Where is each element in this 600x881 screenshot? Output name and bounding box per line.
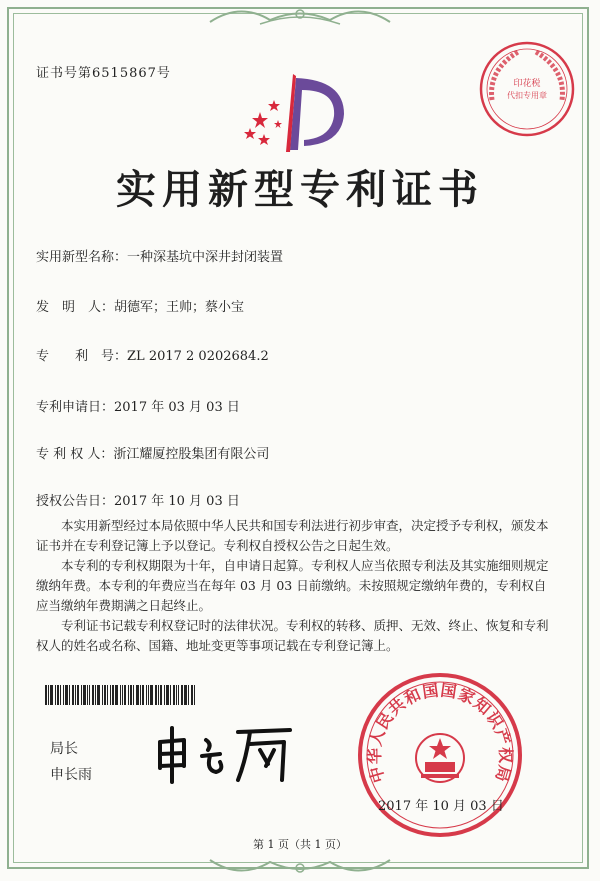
director-signature: [150, 720, 300, 790]
inventor-label: 发 明 人：: [36, 300, 115, 315]
patentee-value: 浙江耀厦控股集团有限公司: [113, 447, 270, 462]
patent-number-label: 专 利 号：: [36, 349, 128, 364]
official-seal-text: 中华人民共和国国家知识产权局: [364, 680, 516, 785]
body-paragraph: 本专利的专利权期限为十年，自申请日起算。专利权人应当依照专利法及其实施细则规定缴纳年费。本专利的年费应当在每年 03 月 03 日前缴纳。未按照规定缴纳年费的，专利权自应当缴纳年费期满之日起终止。: [36, 558, 549, 613]
certificate-body: [36, 516, 556, 656]
filing-date-label: 专利申请日：: [36, 400, 115, 415]
filing-date-field: [36, 396, 240, 415]
issue-date: 2017 年 10 月 03 日: [378, 799, 504, 814]
name-value: 一种深基坑中深井封闭装置: [127, 250, 284, 265]
grant-date-field: [36, 490, 240, 509]
name-label: 实用新型名称：: [36, 250, 128, 265]
body-paragraph: 专利证书记载专利权登记时的法律状况。专利权的转移、质押、无效、终止、恢复和专利权人的姓名或名称、国籍、地址变更等事项记载在专利登记簿上。: [36, 618, 549, 653]
official-seal: [355, 670, 525, 840]
utility-model-name-field: [36, 246, 283, 265]
page-number: 第 1 页（共 1 页）: [253, 838, 347, 851]
patentee-label: 专 利 权 人：: [36, 447, 114, 462]
body-paragraph: 本实用新型经过本局依照中华人民共和国专利法进行初步审查，决定授予专利权，颁发本证书并在专利登记簿上予以登记。专利权自授权公告之日起生效。: [36, 518, 549, 553]
grant-date-value: 2017 年 10 月 03 日: [114, 494, 240, 509]
filing-date-value: 2017 年 03 月 03 日: [114, 400, 240, 415]
inventor-value: 胡德军；王帅；蔡小宝: [114, 300, 245, 315]
patent-office-logo: [238, 68, 348, 160]
bottom-ornament: [200, 852, 400, 880]
svg-text:代扣专用章: 代扣专用章: [507, 91, 547, 100]
patent-number-field: [36, 345, 269, 364]
barcode: [45, 685, 275, 705]
grant-date-label: 授权公告日：: [36, 494, 115, 509]
patentee-field: [36, 443, 269, 462]
tax-stamp-seal: [478, 40, 576, 138]
certificate-number: 证书号第6515867号: [36, 66, 171, 81]
svg-text:印花税: 印花税: [513, 79, 541, 89]
certificate-title: 实用新型专利证书: [116, 166, 484, 213]
patent-number-value: ZL 2017 2 0202684.2: [127, 349, 269, 364]
top-ornament: [200, 2, 400, 32]
director-name: 申长雨: [50, 767, 92, 783]
director-title: 局长: [50, 741, 78, 757]
inventor-field: [36, 296, 244, 315]
